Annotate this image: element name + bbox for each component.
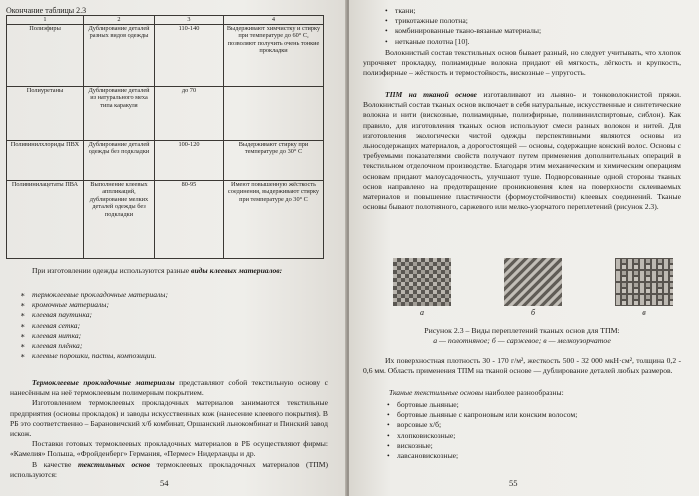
- polymer-cell: Полиуретаны: [7, 86, 84, 140]
- table-row: [7, 86, 324, 140]
- table-header-row: [7, 16, 324, 25]
- list-item: • ворсовые х/б;: [387, 420, 577, 430]
- usage-cell: Выполнение клеевых аппликаций, дублирование мелких деталей одежды без подкладки: [84, 180, 155, 258]
- header-cell: 4: [224, 16, 324, 25]
- list-item: ∗ клеевые порошки, пасты, композиции.: [20, 351, 168, 361]
- glue-types-list: [20, 290, 168, 361]
- list-item: • вискозные;: [387, 441, 577, 451]
- paragraph-text: термоклеевых прокладочных материалов (ТПМ) используются:: [10, 459, 328, 479]
- table-row: [7, 24, 324, 86]
- usage-cell: Дублирование деталей разных видов одежды: [84, 24, 155, 86]
- list-item: • бортовые льняные;: [387, 400, 577, 410]
- caption-title: Рисунок 2.3 – Виды переплетений тканых основ для ТПМ:: [424, 326, 620, 335]
- table-row: [7, 140, 324, 180]
- usage-cell: Дублирование деталей одежды без подкладки: [84, 140, 155, 180]
- paragraph-text: В качестве: [32, 459, 72, 469]
- italic-term: Тканые текстильные основы: [389, 388, 484, 397]
- temperature-cell: до 70: [155, 86, 224, 140]
- left-page: [0, 0, 347, 496]
- properties-cell: Выдерживают химчистку и стирку при температуре до 60° С, позволяют получить очень тонкие прокладки: [224, 24, 324, 86]
- paragraph: Поставки готовых термоклеевых прокладочных материалов в РБ осуществляют фирмы: «Камелия» Польша, «Фройденберг» Германия, «Пермес» Нидерланды и др.: [10, 439, 328, 459]
- temperature-cell: 80-95: [155, 180, 224, 258]
- list-item: ∗ клеевая паутинка;: [20, 310, 168, 320]
- bold-term: ТПМ на тканой основе: [385, 90, 477, 99]
- table-row: [7, 180, 324, 258]
- figure-label-b: б: [530, 308, 536, 317]
- list-item: ∗ кромочные материалы;: [20, 300, 168, 310]
- woven-kinds-list: [387, 400, 577, 461]
- list-item: • бортовые льняные с капроновым или конским волосом;: [387, 410, 577, 420]
- paragraph-text: представляют собой текстильную основу с нанесённым на неё термоклеевым полимерным покрытием.: [10, 378, 328, 398]
- paragraph-text: наиболее разнообразны:: [485, 388, 564, 397]
- paragraph-text: изготавливают из льняно- и тонковолокнистой пряжи. Волокнистый состав тканых основ включает в себя натуральные, искусственные и синтетические волокна и нити (вискозные, полиамидные, полиэфирные, поливинилспиртовые, сиблон). Как правило, для изготовления тканых основ используют смеси разных волокон и нитей. Для изготовления экологически чистой одежды перспективными являются основы из льносодержащих материалов, а дорогостоящей — основы, содержащие конский волос. Основы с требуемыми показателями свойств получают путем применения дополнительных операций в текстильном отделочном производстве. Благодаря этим механическим и химическим операциям основам придают малоусадочность, улучшают туше. Подворсованные одной стороны тканых основ направлено на предотвращение проникновения клея на поверхности склеиваемых материалов и повышение пластичности (формоустойчивости) клеевых соединений. Тканые основы бывают полотняного, саржевого или мелко-узорчатого переплетений (рисунок 2.3).: [363, 90, 681, 212]
- properties-cell: Выдерживают стирку при температуре до 30° С: [224, 140, 324, 180]
- bold-term: Термоклеевые прокладочные материалы: [32, 378, 175, 387]
- list-item: ∗ клеевая плёнка;: [20, 341, 168, 351]
- left-body-text: [10, 378, 328, 480]
- polymer-cell: Поливинилацетаты ПВА: [7, 180, 84, 258]
- twill-weave-image: [504, 258, 562, 306]
- list-item: • нетканые полотна [10].: [385, 37, 541, 47]
- paragraph: [10, 460, 328, 480]
- list-item: • трикотажные полотна;: [385, 16, 541, 26]
- properties-cell: [224, 86, 324, 140]
- adhesive-table: [6, 15, 324, 259]
- header-cell: 2: [84, 16, 155, 25]
- intro-bold-term: виды клеевых материалов:: [191, 266, 283, 275]
- list-item: ∗ клеевая нитка;: [20, 331, 168, 341]
- fiber-paragraph: Волокнистый состав текстильных основ бывает разный, но следует учитывать, что хлопок упрочняет прокладку, полиамидные волокна придают ей мягкость, лёгкость и крупкость, полиэфирные – жёсткость и термостойкость, вискозные – упругость.: [363, 48, 681, 78]
- caption-legend: а — полотняное; б — саржевое; в — мелкоузорчатое: [433, 336, 611, 346]
- list-item: ∗ термоклеевые прокладочные материалы;: [20, 290, 168, 300]
- bold-term: текстильных основ: [77, 459, 151, 469]
- list-item: • лавсановискозные;: [387, 451, 577, 461]
- list-item: • ткани;: [385, 6, 541, 16]
- right-page: [349, 0, 699, 496]
- figure-caption: [363, 326, 681, 346]
- polymer-cell: Поливинилхлориды ПВХ: [7, 140, 84, 180]
- figure-label-a: а: [420, 308, 424, 317]
- temperature-cell: 110-140: [155, 24, 224, 86]
- usage-cell: Дублирование деталей из натурального меха типа каракуля: [84, 86, 155, 140]
- polymer-cell: Полиэфиры: [7, 24, 84, 86]
- intro-text: При изготовлении одежды используются разные: [32, 266, 190, 275]
- list-item: ∗ клеевая сетка;: [20, 321, 168, 331]
- glue-types-intro: [10, 266, 328, 276]
- page-number: 54: [160, 478, 169, 488]
- plain-weave-image: [393, 258, 451, 306]
- woven-kinds-intro: [389, 388, 689, 398]
- properties-cell: Имеют повышенную жёсткость соединения, выдерживают стирку при температуре до 30° С: [224, 180, 324, 258]
- figure-label-c: в: [642, 308, 646, 317]
- small-pattern-weave-image: [615, 258, 673, 306]
- list-item: • хлопковискозные;: [387, 431, 577, 441]
- paragraph: Изготовлением термоклеевых прокладочных материалов занимаются текстильные предприятия (основы прокладок) и заводы искусственных кож (нанесение клеевого покрытия). В РБ это соответственно – Барановичский х/б комбинат, Оршанский льнокомбинат и Пинский завод искож.: [10, 398, 328, 439]
- list-item: • комбинированные ткано-вязаные материалы;: [385, 26, 541, 36]
- page-number: 55: [509, 478, 518, 488]
- base-types-list: [385, 6, 541, 47]
- header-cell: 3: [155, 16, 224, 25]
- paragraph: [10, 378, 328, 398]
- header-cell: 1: [7, 16, 84, 25]
- table-caption: Окончание таблицы 2.3: [6, 6, 87, 15]
- density-paragraph: Их поверхностная плотность 30 - 170 г/м², жесткость 500 - 32 000 мкН·см², толщина 0,2 - 0,6 мм. Область применения ТПМ на тканой основе — дублирование деталей любых размеров.: [363, 356, 681, 376]
- weave-figure: [393, 258, 673, 320]
- woven-base-paragraph: [363, 90, 681, 212]
- temperature-cell: 100-120: [155, 140, 224, 180]
